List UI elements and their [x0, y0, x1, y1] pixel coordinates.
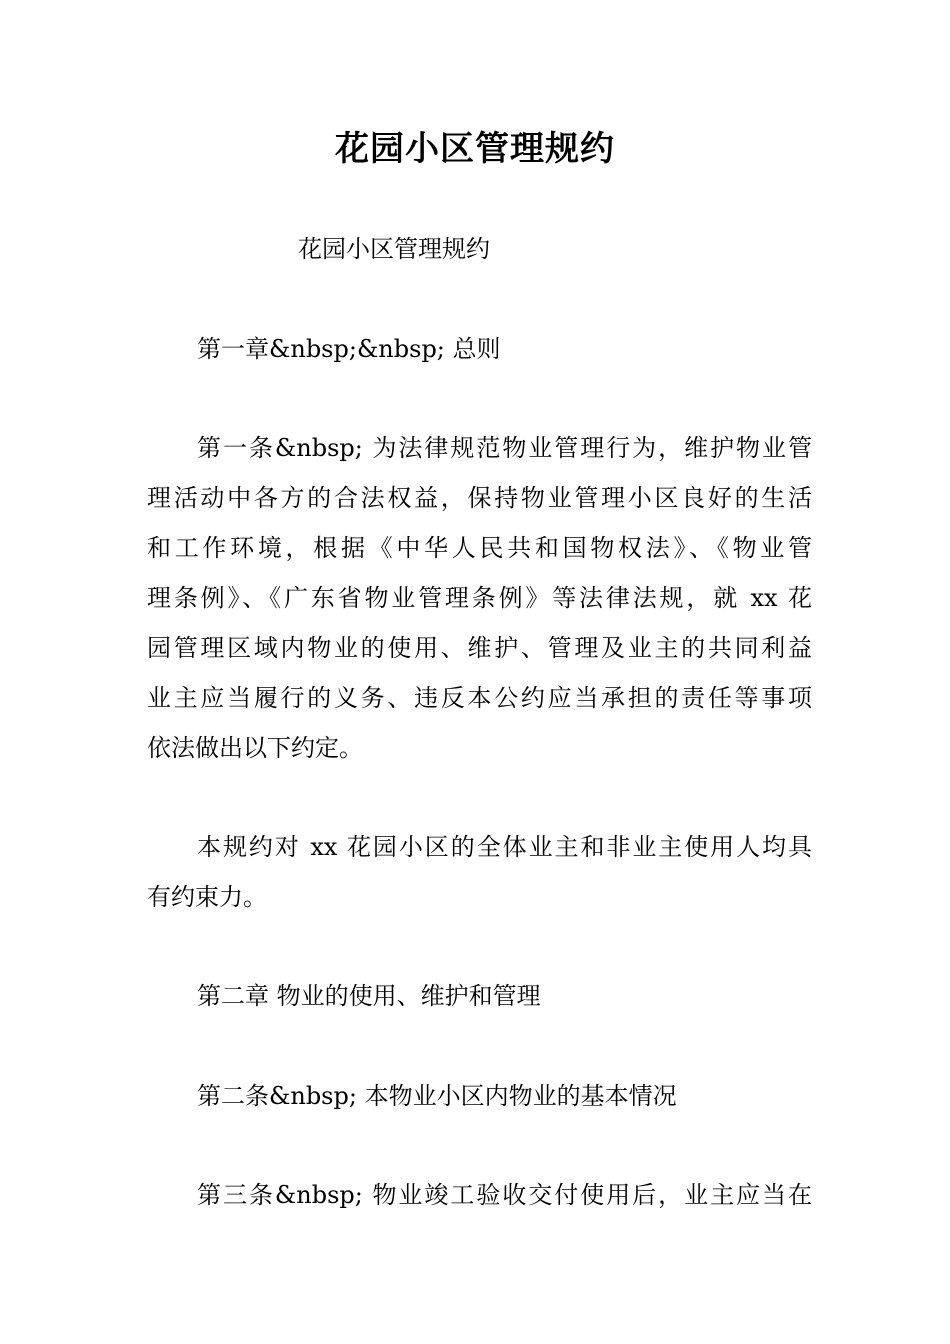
- article-1-line: 园管理区域内物业的使用、维护、管理及业主的共同利益: [147, 634, 812, 662]
- document-title: 花园小区管理规约: [335, 129, 615, 169]
- document-subtitle: 花园小区管理规约: [298, 235, 490, 263]
- article-2-paragraph: [147, 1071, 812, 1121]
- article-1-line: 业主应当履行的义务、违反本公约应当承担的责任等事项: [147, 684, 812, 712]
- article-2-line: 第二条&nbsp; 本物业小区内物业的基本情况: [197, 1082, 677, 1110]
- article-1-paragraph: [147, 423, 812, 773]
- article-1-line: 第一条&nbsp; 为法律规范物业管理行为，维护物业管: [197, 434, 812, 462]
- article-1-line: 理条例》、《广东省物业管理条例》等法律法规，就 xx 花: [147, 584, 812, 612]
- scope-paragraph: [147, 822, 812, 922]
- scope-line: 有约束力。: [147, 883, 267, 911]
- article-1-line: 和工作环境，根据《中华人民共和国物权法》、《物业管: [147, 534, 812, 562]
- chapter-1-heading: 第一章&nbsp;&nbsp; 总则: [197, 335, 501, 363]
- scope-line: 本规约对 xx 花园小区的全体业主和非业主使用人均具: [197, 833, 812, 861]
- article-3-paragraph: [147, 1170, 812, 1220]
- article-3-line: 第三条&nbsp; 物业竣工验收交付使用后，业主应当在: [197, 1181, 812, 1209]
- chapter-2-heading: 第二章 物业的使用、维护和管理: [197, 982, 541, 1010]
- chapter-2-heading-block: [147, 971, 812, 1021]
- article-1-line: 依法做出以下约定。: [147, 734, 363, 762]
- chapter-1-heading-block: [147, 324, 812, 374]
- article-1-line: 理活动中各方的合法权益，保持物业管理小区良好的生活: [147, 484, 812, 512]
